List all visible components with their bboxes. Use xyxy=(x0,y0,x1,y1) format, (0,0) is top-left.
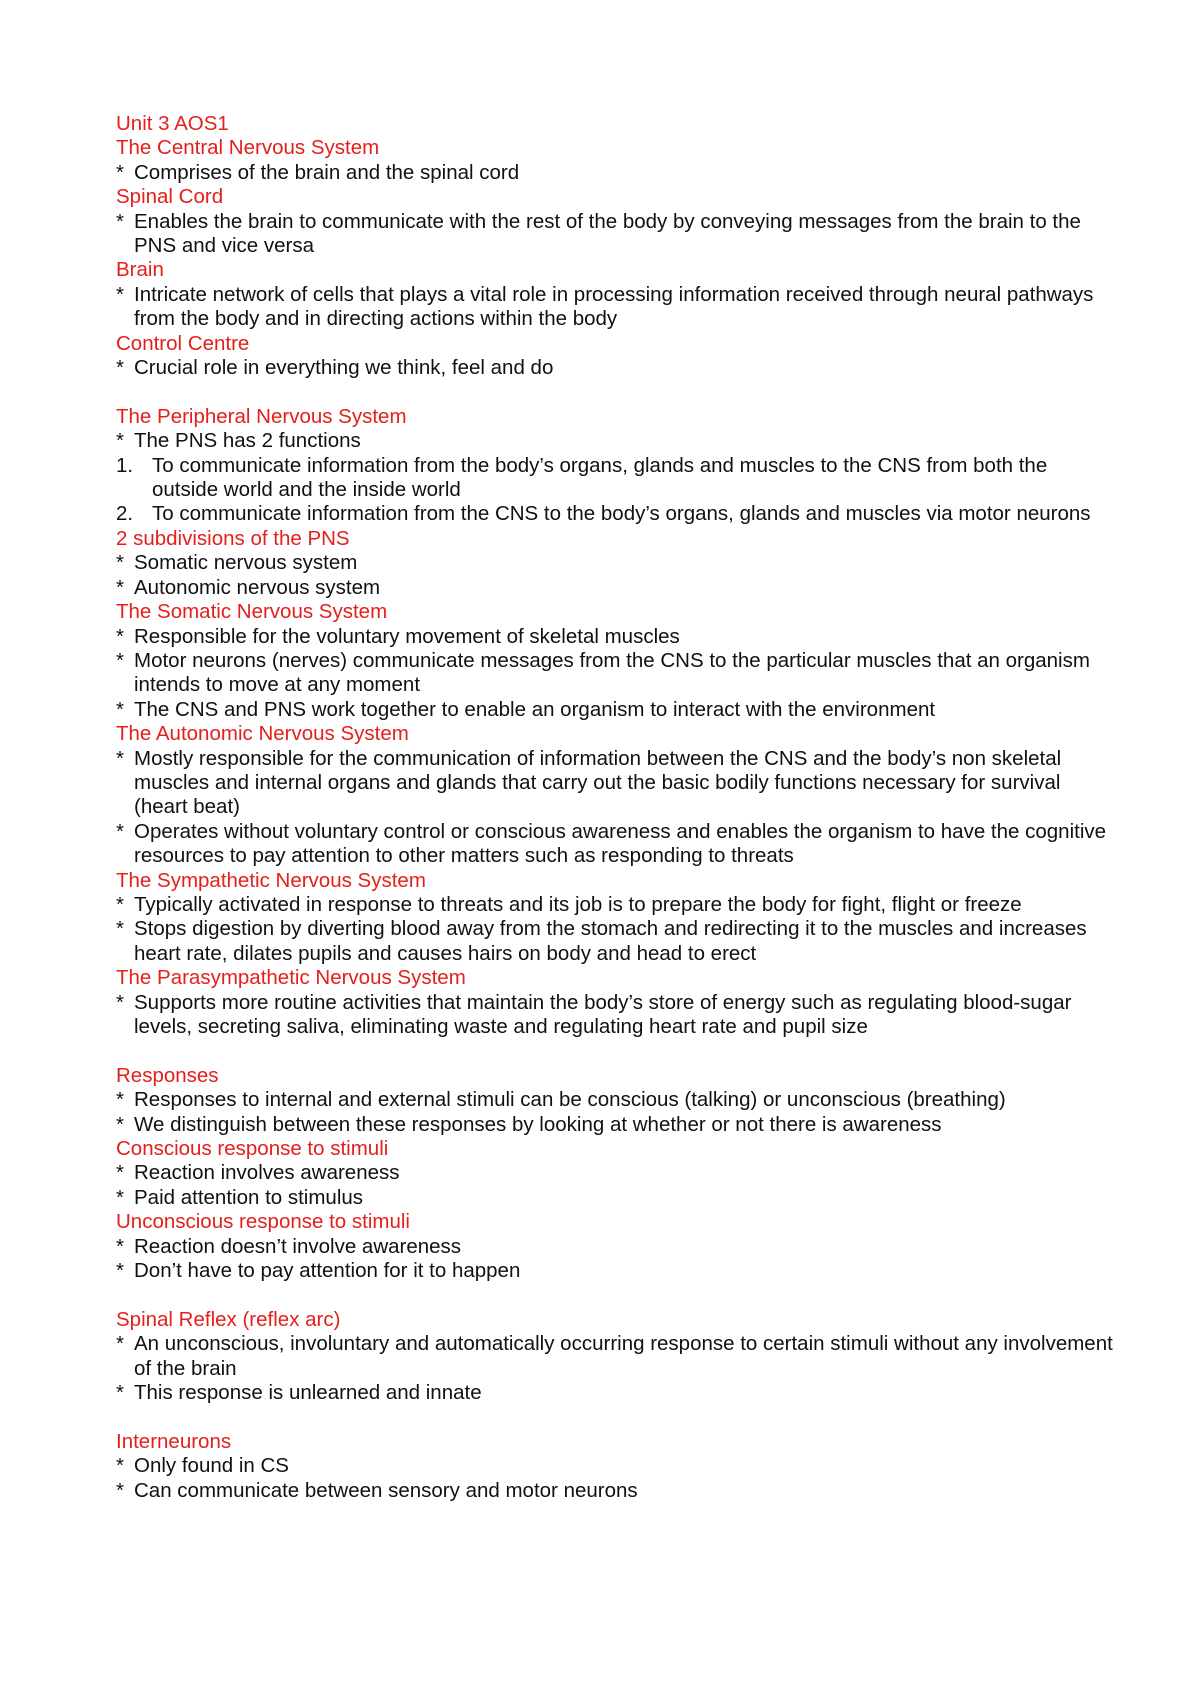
bullet-list-item xyxy=(116,698,1116,722)
section-heading: The Peripheral Nervous System xyxy=(116,404,407,428)
bullet-marker: * xyxy=(116,648,124,672)
bullet-list-item xyxy=(116,1088,1116,1112)
list-item-text: Reaction involves awareness xyxy=(134,1161,400,1185)
section-heading: Spinal Reflex (reflex arc) xyxy=(116,1307,341,1331)
bullet-list-item xyxy=(116,991,1116,1040)
bullet-list-item xyxy=(116,1186,1116,1210)
bullet-marker: * xyxy=(116,697,124,721)
bullet-marker: * xyxy=(116,1161,124,1185)
bullet-marker: * xyxy=(116,1088,124,1112)
section-spacer xyxy=(116,1405,1116,1429)
section-spacer xyxy=(116,1283,1116,1307)
document-body xyxy=(116,112,1116,1503)
bullet-marker: * xyxy=(116,1454,124,1478)
bullet-list-item xyxy=(116,1332,1116,1381)
bullet-list-item xyxy=(116,917,1116,966)
list-item-text: Autonomic nervous system xyxy=(134,575,381,599)
bullet-marker: * xyxy=(116,160,124,184)
bullet-marker: * xyxy=(116,1381,124,1405)
bullet-list-item xyxy=(116,649,1116,698)
section-heading: Unit 3 AOS1 xyxy=(116,112,229,135)
list-item-text: Somatic nervous system xyxy=(134,551,358,575)
list-item-text: Motor neurons (nerves) communicate messages from the CNS to the particular muscles that an organism intends to move at any moment xyxy=(134,648,1090,697)
bullet-marker: * xyxy=(116,1332,124,1356)
section-heading: Unconscious response to stimuli xyxy=(116,1210,410,1234)
numbered-list-item xyxy=(116,502,1116,526)
section-heading: Interneurons xyxy=(116,1429,232,1453)
bullet-list-item xyxy=(116,161,1116,185)
list-item-text: To communicate information from the body’s organs, glands and muscles to the CNS from both the outside world and the inside world xyxy=(152,453,1048,502)
section-heading: The Autonomic Nervous System xyxy=(116,722,409,746)
section-heading: Brain xyxy=(116,258,164,282)
list-number: 1. xyxy=(116,453,134,477)
bullet-marker: * xyxy=(116,624,124,648)
list-item-text: The PNS has 2 functions xyxy=(134,429,361,453)
list-item-text: Mostly responsible for the communication of information between the CNS and the body’s non skeletal muscles and internal organs and glands that carry out the basic bodily functions necessary for survival (heart beat) xyxy=(134,746,1062,819)
bullet-list-item xyxy=(116,1113,1116,1137)
bullet-list-item xyxy=(116,1259,1116,1283)
bullet-list-item xyxy=(116,1381,1116,1405)
section-heading: The Parasympathetic Nervous System xyxy=(116,966,466,990)
list-item-text: An unconscious, involuntary and automatically occurring response to certain stimuli without any involvement of the brain xyxy=(134,1332,1113,1380)
bullet-list-item xyxy=(116,625,1116,649)
bullet-marker: * xyxy=(116,819,124,843)
bullet-list-item xyxy=(116,893,1116,917)
bullet-list-item xyxy=(116,1454,1116,1478)
list-item-text: Stops digestion by diverting blood away from the stomach and redirecting it to the muscles and increases heart rate, dilates pupils and causes hairs on body and head to erect xyxy=(134,917,1087,965)
bullet-list-item xyxy=(116,356,1116,380)
list-item-text: Comprises of the brain and the spinal cord xyxy=(134,160,520,184)
list-item-text: Typically activated in response to threats and its job is to prepare the body for fight, flight or freeze xyxy=(134,892,1022,916)
section-heading: The Central Nervous System xyxy=(116,136,380,160)
list-item-text: To communicate information from the CNS to the body’s organs, glands and muscles via motor neurons xyxy=(152,502,1091,526)
list-item-text: The CNS and PNS work together to enable an organism to interact with the environment xyxy=(134,697,936,721)
list-item-text: Reaction doesn’t involve awareness xyxy=(134,1234,462,1258)
list-item-text: Crucial role in everything we think, feel and do xyxy=(134,356,554,380)
bullet-list-item xyxy=(116,1479,1116,1503)
bullet-marker: * xyxy=(116,209,124,233)
bullet-marker: * xyxy=(116,429,124,453)
bullet-marker: * xyxy=(116,551,124,575)
bullet-marker: * xyxy=(116,1112,124,1136)
bullet-marker: * xyxy=(116,746,124,770)
bullet-marker: * xyxy=(116,917,124,941)
list-item-text: Paid attention to stimulus xyxy=(134,1185,364,1209)
section-heading: Responses xyxy=(116,1063,219,1087)
bullet-marker: * xyxy=(116,575,124,599)
list-number: 2. xyxy=(116,502,134,526)
list-item-text: Enables the brain to communicate with the rest of the body by conveying messages from the brain to the PNS and vice versa xyxy=(134,209,1081,258)
bullet-list-item xyxy=(116,551,1116,575)
list-item-text: Responsible for the voluntary movement of skeletal muscles xyxy=(134,624,680,648)
bullet-marker: * xyxy=(116,356,124,380)
bullet-marker: * xyxy=(116,892,124,916)
bullet-list-item xyxy=(116,747,1116,820)
bullet-marker: * xyxy=(116,1259,124,1283)
list-item-text: Supports more routine activities that maintain the body’s store of energy such as regulating blood-sugar levels, secreting saliva, eliminating waste and regulating heart rate and pupil size xyxy=(134,990,1072,1039)
bullet-marker: * xyxy=(116,282,124,306)
list-item-text: Operates without voluntary control or conscious awareness and enables the organism to have the cognitive resources to pay attention to other matters such as responding to threats xyxy=(134,819,1107,868)
section-heading: Control Centre xyxy=(116,331,250,355)
bullet-marker: * xyxy=(116,1185,124,1209)
section-heading: Conscious response to stimuli xyxy=(116,1137,389,1161)
numbered-list-item xyxy=(116,454,1116,503)
list-item-text: Don’t have to pay attention for it to happen xyxy=(134,1259,521,1283)
section-spacer xyxy=(116,380,1116,404)
list-item-text: Only found in CS xyxy=(134,1454,289,1478)
bullet-list-item xyxy=(116,429,1116,453)
bullet-list-item xyxy=(116,283,1116,332)
bullet-list-item xyxy=(116,210,1116,259)
bullet-list-item xyxy=(116,820,1116,869)
list-item-text: Can communicate between sensory and motor neurons xyxy=(134,1478,638,1502)
section-spacer xyxy=(116,1039,1116,1063)
bullet-marker: * xyxy=(116,990,124,1014)
bullet-list-item xyxy=(116,576,1116,600)
list-item-text: We distinguish between these responses by looking at whether or not there is awareness xyxy=(134,1112,942,1136)
list-item-text: Responses to internal and external stimuli can be conscious (talking) or unconscious (breathing) xyxy=(134,1088,1006,1112)
bullet-marker: * xyxy=(116,1478,124,1502)
section-heading: Spinal Cord xyxy=(116,185,224,209)
list-item-text: This response is unlearned and innate xyxy=(134,1381,482,1405)
section-heading: The Sympathetic Nervous System xyxy=(116,868,426,892)
section-heading: The Somatic Nervous System xyxy=(116,600,388,624)
list-item-text: Intricate network of cells that plays a vital role in processing information received through neural pathways from the body and in directing actions within the body xyxy=(134,282,1094,331)
bullet-list-item xyxy=(116,1161,1116,1185)
bullet-marker: * xyxy=(116,1234,124,1258)
section-heading: 2 subdivisions of the PNS xyxy=(116,526,350,550)
bullet-list-item xyxy=(116,1235,1116,1259)
